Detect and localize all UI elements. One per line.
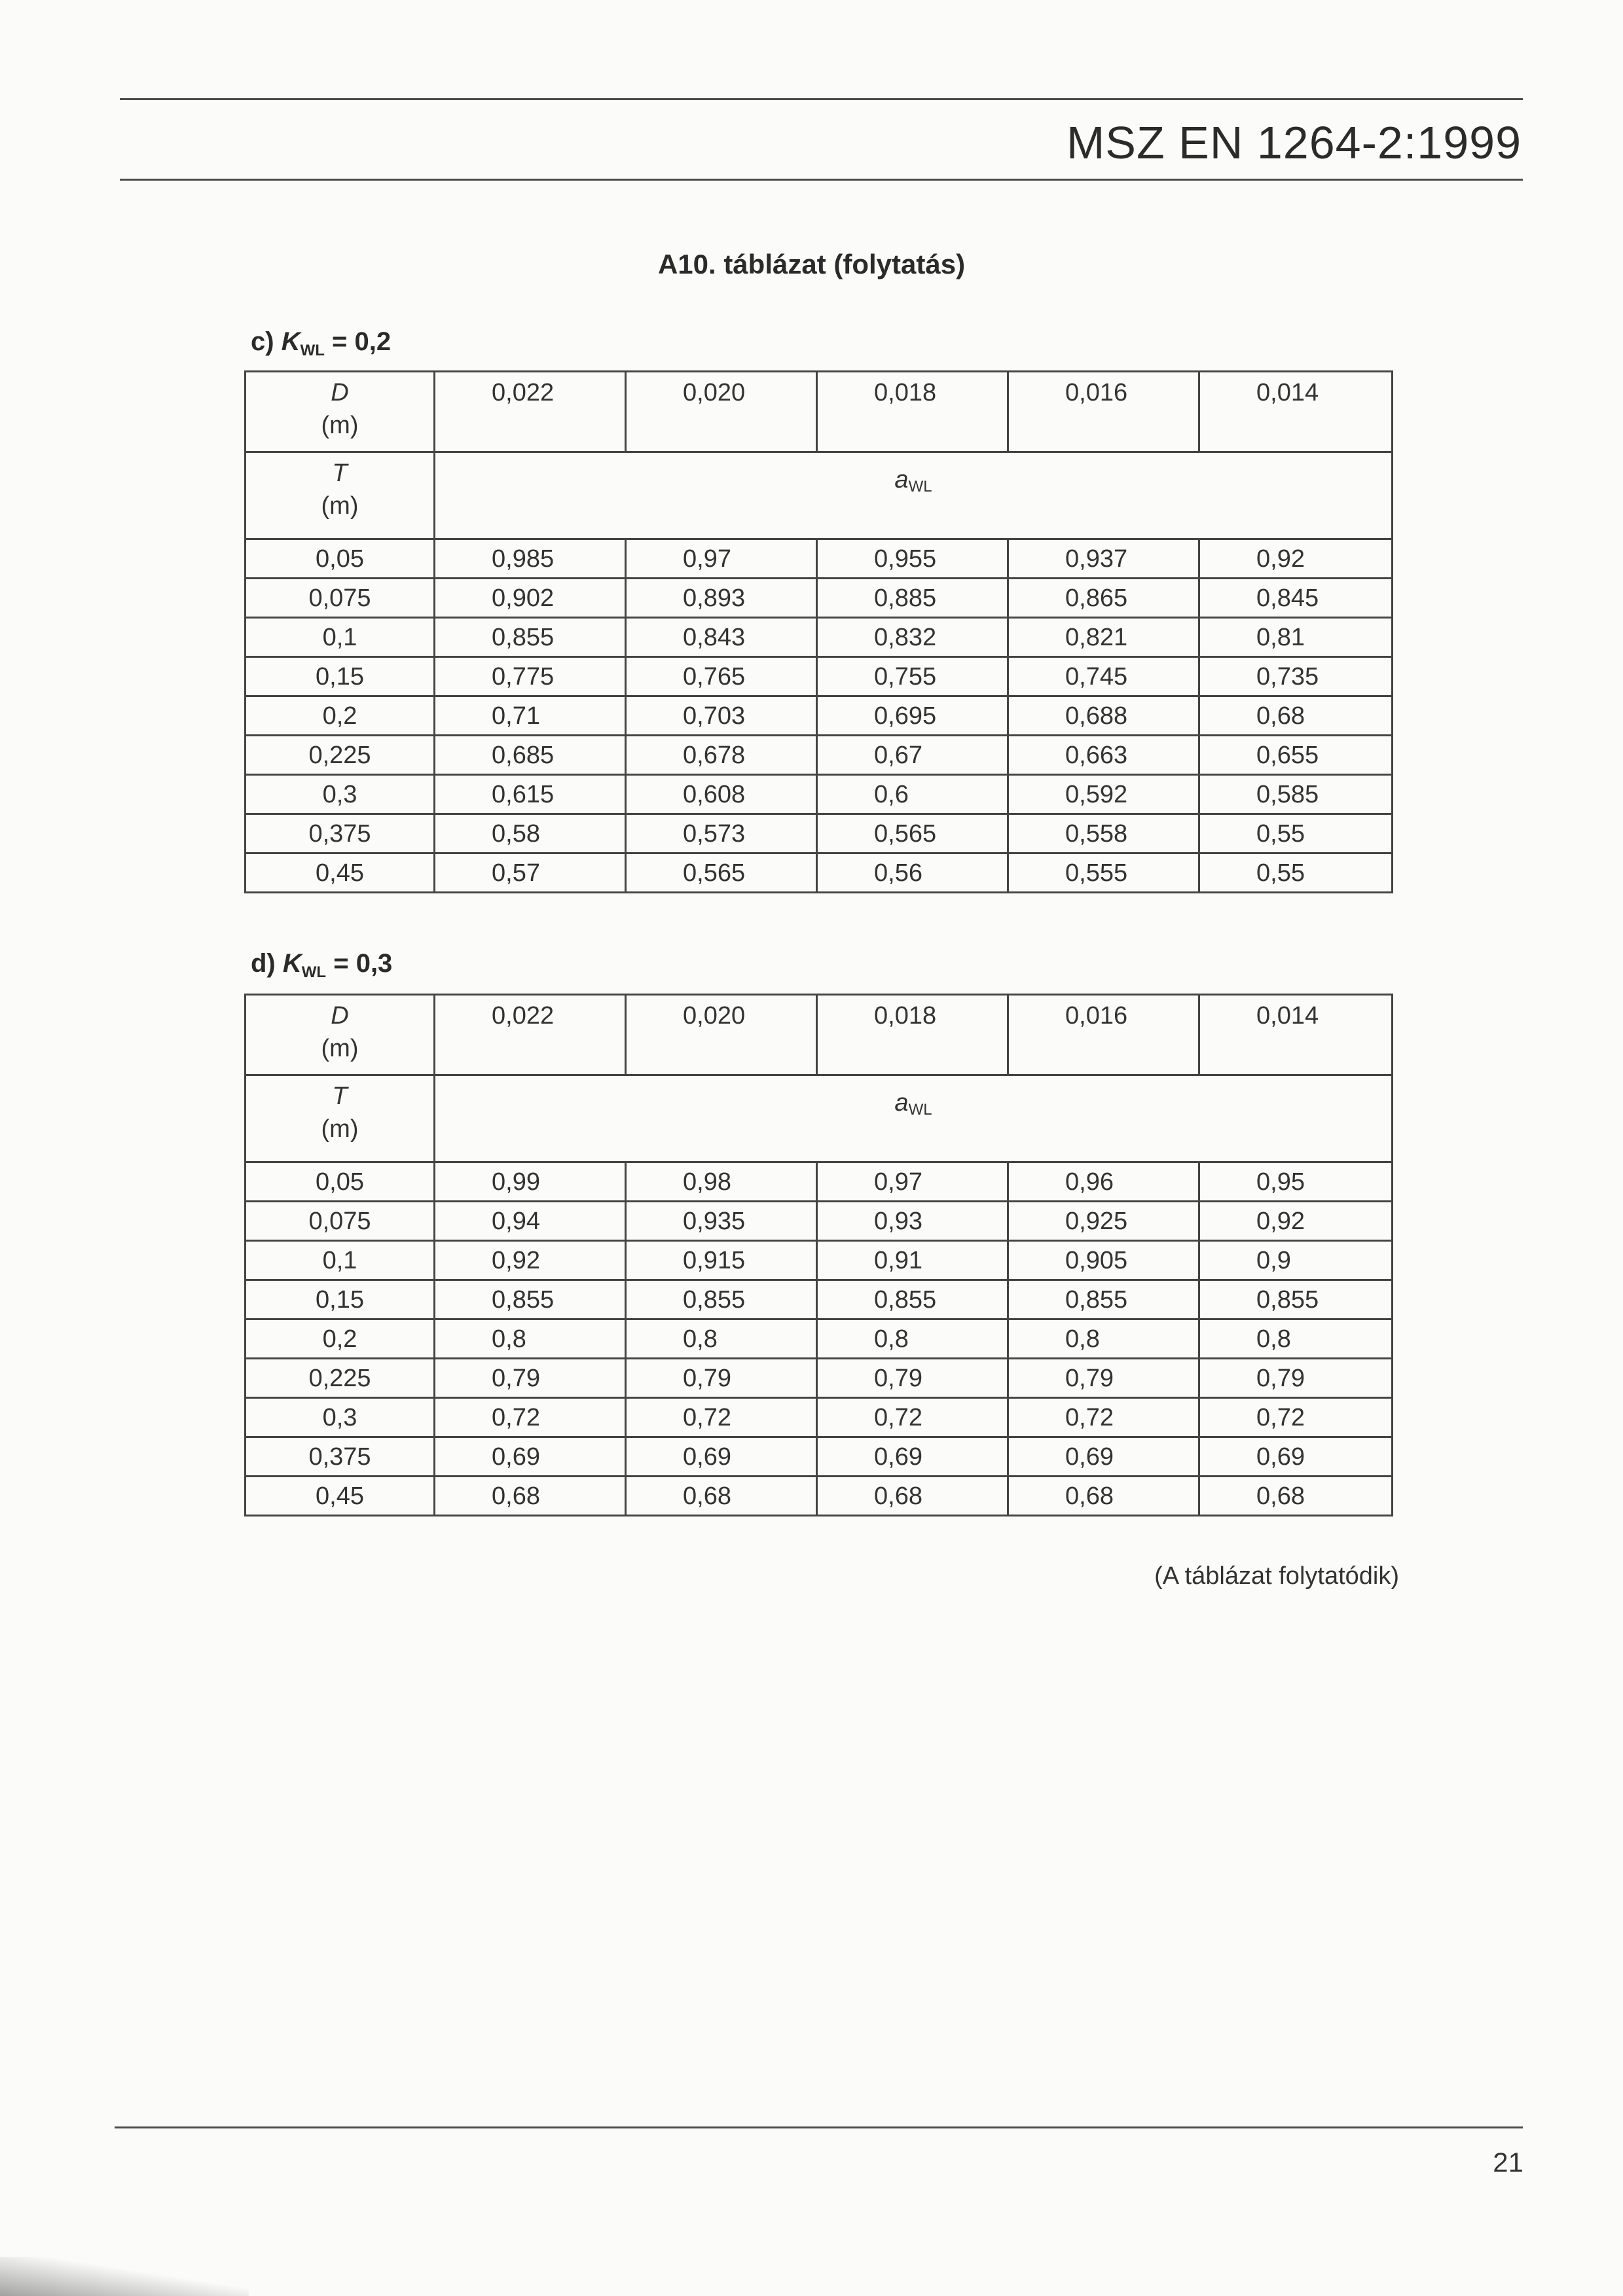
table-cell: 0,69	[1199, 1437, 1393, 1477]
table-cell: 0,592	[1008, 775, 1199, 814]
table-row	[246, 1241, 1393, 1280]
table-cell: 0,843	[626, 618, 817, 657]
awl-subscript: WL	[908, 478, 932, 495]
table-row	[246, 1319, 1393, 1359]
column-header: 0,018	[817, 372, 1008, 452]
d-unit: (m)	[321, 412, 359, 439]
column-header: 0,022	[435, 995, 626, 1075]
table-cell: 0,68	[435, 1477, 626, 1516]
table-cell: 0,655	[1199, 736, 1393, 775]
table-cell: 0,855	[626, 1280, 817, 1319]
table-cell: 0,69	[626, 1437, 817, 1477]
d-label: D	[331, 1002, 349, 1030]
table-cell: 0,8	[626, 1319, 817, 1359]
table-subheader-row	[246, 1075, 1393, 1162]
k-value: = 0,3	[333, 949, 393, 978]
table-row	[246, 853, 1393, 893]
t-value: 0,075	[246, 579, 435, 618]
table-row	[246, 1437, 1393, 1477]
table-cell: 0,905	[1008, 1241, 1199, 1280]
t-label: T	[332, 1083, 348, 1110]
table-row	[246, 1477, 1393, 1516]
header-rule-top	[120, 98, 1523, 100]
page-number: 21	[1493, 2147, 1523, 2178]
awl-symbol: a	[894, 1089, 909, 1117]
table-cell: 0,985	[435, 539, 626, 579]
table-cell: 0,558	[1008, 814, 1199, 853]
table-cell: 0,72	[1008, 1398, 1199, 1437]
table-cell: 0,92	[435, 1241, 626, 1280]
t-label: T	[332, 459, 348, 487]
table-subheader-row	[246, 452, 1393, 539]
k-symbol: K	[282, 949, 302, 978]
footer-rule	[115, 2126, 1523, 2128]
table-cell: 0,99	[435, 1162, 626, 1202]
table-cell: 0,855	[1008, 1280, 1199, 1319]
table-cell: 0,915	[626, 1241, 817, 1280]
t-header-cell	[246, 1075, 435, 1162]
table-cell: 0,663	[1008, 736, 1199, 775]
table-cell: 0,57	[435, 853, 626, 893]
table-cell: 0,92	[1199, 539, 1393, 579]
table-cell: 0,71	[435, 696, 626, 736]
table-cell: 0,832	[817, 618, 1008, 657]
table-row	[246, 1202, 1393, 1241]
table-cell: 0,94	[435, 1202, 626, 1241]
awl-header-cell	[435, 1075, 1393, 1162]
table-row	[246, 1280, 1393, 1319]
k-subscript: WL	[300, 342, 325, 359]
table-cell: 0,685	[435, 736, 626, 775]
d-header-cell	[246, 372, 435, 452]
table-cell: 0,615	[435, 775, 626, 814]
table-header-row	[246, 372, 1393, 452]
awl-header-cell	[435, 452, 1393, 539]
table-cell: 0,69	[817, 1437, 1008, 1477]
table-cell: 0,8	[1008, 1319, 1199, 1359]
table-cell: 0,79	[817, 1359, 1008, 1398]
t-value: 0,1	[246, 618, 435, 657]
table-cell: 0,755	[817, 657, 1008, 696]
column-header: 0,022	[435, 372, 626, 452]
table-cell: 0,608	[626, 775, 817, 814]
table-cell: 0,955	[817, 539, 1008, 579]
table-cell: 0,775	[435, 657, 626, 696]
table-row	[246, 618, 1393, 657]
table-cell: 0,72	[435, 1398, 626, 1437]
table-row	[246, 579, 1393, 618]
table-cell: 0,845	[1199, 579, 1393, 618]
table-cell: 0,6	[817, 775, 1008, 814]
table-cell: 0,79	[1008, 1359, 1199, 1398]
t-value: 0,225	[246, 736, 435, 775]
t-value: 0,3	[246, 1398, 435, 1437]
table-row	[246, 696, 1393, 736]
awl-symbol: a	[894, 466, 909, 493]
table-cell: 0,703	[626, 696, 817, 736]
table-cell: 0,688	[1008, 696, 1199, 736]
t-value: 0,1	[246, 1241, 435, 1280]
table-cell: 0,68	[626, 1477, 817, 1516]
t-header-cell	[246, 452, 435, 539]
table-cell: 0,58	[435, 814, 626, 853]
d-unit: (m)	[321, 1035, 359, 1062]
continuation-note: (A táblázat folytatódik)	[1154, 1562, 1399, 1590]
table-row	[246, 1359, 1393, 1398]
table-cell: 0,8	[1199, 1319, 1393, 1359]
table-cell: 0,821	[1008, 618, 1199, 657]
table-cell: 0,865	[1008, 579, 1199, 618]
table-cell: 0,745	[1008, 657, 1199, 696]
table-cell: 0,925	[1008, 1202, 1199, 1241]
table-title: A10. táblázat (folytatás)	[657, 249, 966, 279]
t-value: 0,2	[246, 1319, 435, 1359]
table-cell: 0,97	[626, 539, 817, 579]
table-cell: 0,79	[435, 1359, 626, 1398]
t-value: 0,375	[246, 814, 435, 853]
section-label-c	[251, 327, 391, 360]
table-cell: 0,855	[435, 1280, 626, 1319]
d-header-cell	[246, 995, 435, 1075]
table-cell: 0,69	[435, 1437, 626, 1477]
t-value: 0,15	[246, 1280, 435, 1319]
awl-table-d	[244, 994, 1393, 1516]
column-header: 0,020	[626, 372, 817, 452]
table-cell: 0,885	[817, 579, 1008, 618]
table-cell: 0,55	[1199, 814, 1393, 853]
table-cell: 0,72	[817, 1398, 1008, 1437]
section-prefix: c)	[251, 327, 274, 356]
table-cell: 0,735	[1199, 657, 1393, 696]
table-cell: 0,96	[1008, 1162, 1199, 1202]
table-row	[246, 1162, 1393, 1202]
table-cell: 0,68	[1199, 1477, 1393, 1516]
table-cell: 0,8	[817, 1319, 1008, 1359]
k-subscript: WL	[301, 963, 327, 981]
table-cell: 0,69	[1008, 1437, 1199, 1477]
column-header: 0,016	[1008, 995, 1199, 1075]
table-cell: 0,93	[817, 1202, 1008, 1241]
t-value: 0,45	[246, 1477, 435, 1516]
scan-shadow	[0, 2257, 249, 2296]
table-cell: 0,9	[1199, 1241, 1393, 1280]
table-cell: 0,855	[817, 1280, 1008, 1319]
t-unit: (m)	[321, 492, 359, 520]
table-cell: 0,79	[1199, 1359, 1393, 1398]
k-symbol: K	[281, 327, 301, 356]
table-cell: 0,97	[817, 1162, 1008, 1202]
table-cell: 0,56	[817, 853, 1008, 893]
column-header: 0,014	[1199, 995, 1393, 1075]
table-row	[246, 657, 1393, 696]
awl-table-c	[244, 370, 1393, 893]
table-cell: 0,585	[1199, 775, 1393, 814]
table-cell: 0,855	[1199, 1280, 1393, 1319]
column-header: 0,020	[626, 995, 817, 1075]
header-rule-bottom	[120, 179, 1523, 181]
t-value: 0,15	[246, 657, 435, 696]
table-row	[246, 539, 1393, 579]
section-label-d	[251, 949, 392, 982]
table-cell: 0,91	[817, 1241, 1008, 1280]
table-row	[246, 814, 1393, 853]
table-row	[246, 736, 1393, 775]
standard-title: MSZ EN 1264-2:1999	[1066, 117, 1522, 168]
t-value: 0,45	[246, 853, 435, 893]
table-cell: 0,937	[1008, 539, 1199, 579]
table-cell: 0,95	[1199, 1162, 1393, 1202]
t-unit: (m)	[321, 1115, 359, 1143]
t-value: 0,2	[246, 696, 435, 736]
table-row	[246, 775, 1393, 814]
t-value: 0,225	[246, 1359, 435, 1398]
table-cell: 0,72	[626, 1398, 817, 1437]
table-cell: 0,68	[1008, 1477, 1199, 1516]
table-header-row	[246, 995, 1393, 1075]
k-value: = 0,2	[332, 327, 392, 356]
t-value: 0,05	[246, 539, 435, 579]
table-cell: 0,98	[626, 1162, 817, 1202]
table-cell: 0,72	[1199, 1398, 1393, 1437]
table-cell: 0,555	[1008, 853, 1199, 893]
table-cell: 0,855	[435, 618, 626, 657]
table-cell: 0,573	[626, 814, 817, 853]
table-cell: 0,565	[817, 814, 1008, 853]
table-cell: 0,565	[626, 853, 817, 893]
table-cell: 0,92	[1199, 1202, 1393, 1241]
table-cell: 0,902	[435, 579, 626, 618]
table-cell: 0,79	[626, 1359, 817, 1398]
table-cell: 0,68	[1199, 696, 1393, 736]
t-value: 0,075	[246, 1202, 435, 1241]
t-value: 0,375	[246, 1437, 435, 1477]
table-cell: 0,55	[1199, 853, 1393, 893]
table-cell: 0,67	[817, 736, 1008, 775]
column-header: 0,016	[1008, 372, 1199, 452]
table-cell: 0,81	[1199, 618, 1393, 657]
table-cell: 0,8	[435, 1319, 626, 1359]
table-cell: 0,68	[817, 1477, 1008, 1516]
t-value: 0,3	[246, 775, 435, 814]
t-value: 0,05	[246, 1162, 435, 1202]
table-row	[246, 1398, 1393, 1437]
column-header: 0,018	[817, 995, 1008, 1075]
table-cell: 0,935	[626, 1202, 817, 1241]
d-label: D	[331, 379, 349, 406]
section-prefix: d)	[251, 949, 276, 978]
table-cell: 0,765	[626, 657, 817, 696]
table-cell: 0,893	[626, 579, 817, 618]
awl-subscript: WL	[908, 1101, 932, 1119]
column-header: 0,014	[1199, 372, 1393, 452]
table-cell: 0,678	[626, 736, 817, 775]
table-cell: 0,695	[817, 696, 1008, 736]
